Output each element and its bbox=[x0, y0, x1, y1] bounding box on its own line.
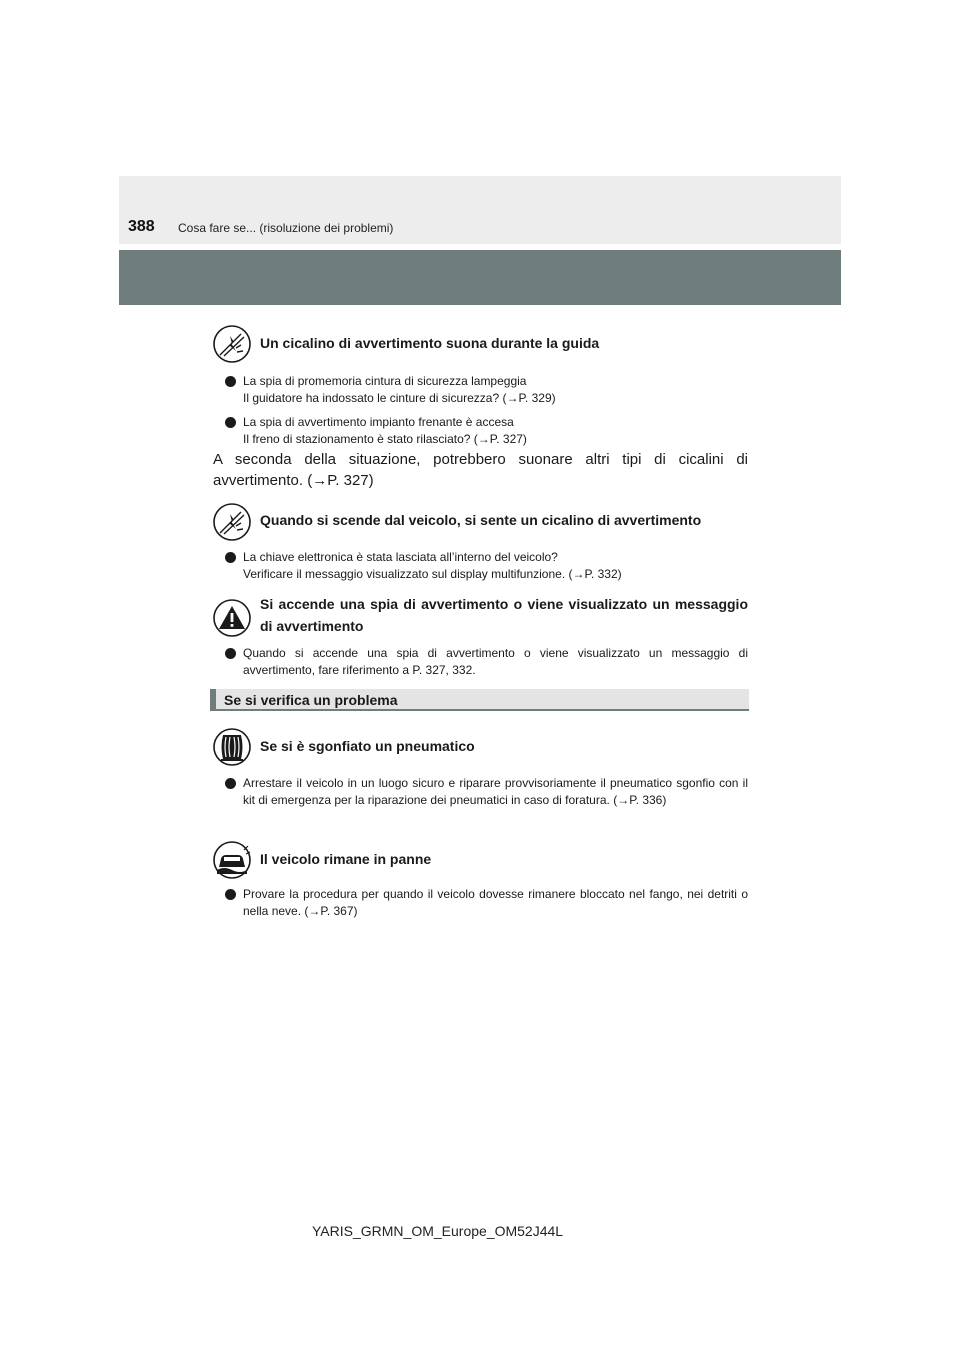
item-line: Il guidatore ha indossato le cinture di sicurezza? (→P. 329) bbox=[243, 391, 556, 405]
list-item bbox=[225, 645, 748, 679]
section-title: Cosa fare se... (risoluzione dei problemi) bbox=[178, 221, 394, 235]
list-item bbox=[225, 414, 748, 448]
item-line: Il freno di stazionamento è stato rilasciato? (→P. 327) bbox=[243, 432, 527, 446]
list-item bbox=[225, 549, 748, 583]
item-line: Quando si accende una spia di avvertimento o viene visualizzato un messaggio di avvertimento, fare riferimento a P. 327, 332. bbox=[243, 646, 748, 677]
gray-band bbox=[119, 250, 841, 305]
list-item bbox=[225, 886, 748, 920]
warning-sound-icon bbox=[212, 324, 252, 364]
item-line: Arrestare il veicolo in un luogo sicuro e riparare provvisoriamente il pneumatico sgonfio con il kit di emergenza per la riparazione dei pneumatici in caso di foratura. (→P. 336) bbox=[243, 776, 748, 807]
item-line: Provare la procedura per quando il veicolo dovesse rimanere bloccato nel fango, nei detriti o nella neve. (→P. 367) bbox=[243, 887, 748, 918]
note-text: A seconda della situazione, potrebbero suonare altri tipi di cicalini di avvertimento. (→P. 327) bbox=[213, 451, 748, 489]
heading-stuck: Il veicolo rimane in panne bbox=[260, 851, 432, 867]
page-number: 388 bbox=[128, 218, 155, 235]
flat-tire-icon bbox=[212, 727, 252, 767]
warning-triangle-icon bbox=[212, 598, 252, 638]
footer-code: YARIS_GRMN_OM_Europe_OM52J44L bbox=[312, 1223, 564, 1239]
item-line: La spia di promemoria cintura di sicurezza lampeggia bbox=[243, 374, 527, 388]
heading-beep-driving: Un cicalino di avvertimento suona durante la guida bbox=[260, 335, 600, 351]
heading-warning-light: Si accende una spia di avvertimento o viene visualizzato un messaggio di avvertimento bbox=[260, 596, 748, 634]
stuck-car-icon bbox=[212, 840, 252, 880]
item-line: La spia di avvertimento impianto frenante è accesa bbox=[243, 415, 514, 429]
heading-beep-exit: Quando si scende dal veicolo, si sente un cicalino di avvertimento bbox=[260, 512, 702, 528]
item-line: La chiave elettronica è stata lasciata all’interno del veicolo? bbox=[243, 550, 558, 564]
problem-section-title: Se si verifica un problema bbox=[224, 692, 398, 708]
list-item bbox=[225, 775, 748, 809]
list-item bbox=[225, 373, 748, 407]
heading-flat-tire: Se si è sgonfiato un pneumatico bbox=[260, 738, 475, 754]
problem-section-header bbox=[210, 689, 749, 711]
item-line: Verificare il messaggio visualizzato sul display multifunzione. (→P. 332) bbox=[243, 567, 622, 581]
warning-sound-icon bbox=[212, 502, 252, 542]
